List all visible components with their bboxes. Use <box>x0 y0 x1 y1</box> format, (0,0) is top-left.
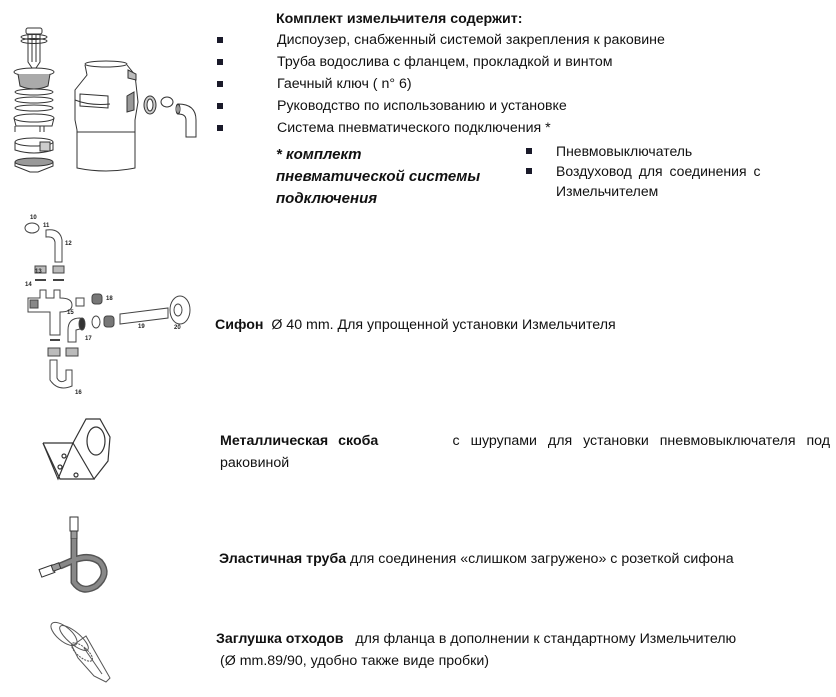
stopper-text <box>216 628 736 672</box>
bullet-icon <box>217 59 223 65</box>
part-label: 10 <box>30 215 37 221</box>
footnote-line: пневматической системы <box>276 168 481 185</box>
waste-stopper-icon <box>40 612 125 690</box>
part-label: 17 <box>85 336 92 342</box>
siphon-illustration <box>10 210 200 395</box>
kit-item: Труба водослива с фланцем, прокладкой и винтом <box>277 54 613 70</box>
hose-illustration <box>30 512 120 597</box>
bullet-icon <box>217 37 223 43</box>
kit-item: Система пневматического подключения * <box>277 120 551 136</box>
footnote-line: * комплект <box>276 146 362 163</box>
disposer-exploded-icon <box>0 20 215 190</box>
pneumatic-item: Пневмовыключатель <box>556 143 693 159</box>
hose-description: для соединения «слишком загружено» с розеткой сифона <box>350 551 734 567</box>
part-label: 13 <box>35 269 42 275</box>
part-label: 14 <box>25 282 32 288</box>
stopper-description: для фланца в дополнении к стандартному Измельчителю <box>355 631 737 647</box>
kit-item: Руководство по использованию и установке <box>277 98 567 114</box>
part-label: 15 <box>67 310 74 316</box>
kit-item: Гаечный ключ ( n° 6) <box>277 76 412 92</box>
footnote-line: подключения <box>276 190 378 207</box>
part-labels <box>25 215 181 396</box>
bracket-title: Металлическая скоба <box>220 433 379 449</box>
pneumatic-item: Измельчителем <box>556 183 659 199</box>
siphon-text <box>215 314 616 336</box>
pneumatic-kit-footnote <box>276 144 480 210</box>
part-label: 12 <box>65 241 72 247</box>
kit-heading: Комплект измельчителя содержит: <box>276 11 523 27</box>
part-label: 19 <box>138 324 145 330</box>
pneumatic-item: Воздуховод для соединения с <box>556 163 761 179</box>
bullet-icon <box>217 125 223 131</box>
part-label: 16 <box>75 390 82 396</box>
part-label: 11 <box>43 223 50 229</box>
bullet-icon <box>526 168 532 174</box>
hose-text <box>219 548 734 570</box>
metal-bracket-icon <box>38 413 118 483</box>
bracket-description: с шурупами для установки пневмовыключателя под <box>452 433 830 449</box>
bracket-text <box>220 430 830 474</box>
bracket-description-line2: раковиной <box>220 455 290 471</box>
stopper-description-line2: (Ø mm.89/90, удобно также виде пробки) <box>220 653 490 669</box>
bullet-icon <box>526 148 532 154</box>
part-label: 20 <box>174 325 181 331</box>
kit-item: Диспоузер, снабженный системой закрепления к раковине <box>277 32 665 48</box>
bullet-icon <box>217 103 223 109</box>
siphon-exploded-icon <box>10 210 200 395</box>
flexible-hose-icon <box>30 512 120 597</box>
disposer-kit-illustration <box>0 20 215 190</box>
stopper-title: Заглушка отходов <box>216 631 344 647</box>
hose-title: Эластичная труба <box>219 551 347 567</box>
bullet-icon <box>217 81 223 87</box>
siphon-description: Ø 40 mm. Для упрощенной установки Измельчителя <box>271 317 616 333</box>
part-label: 18 <box>106 296 113 302</box>
siphon-title: Сифон <box>215 317 264 333</box>
stopper-illustration <box>40 612 125 690</box>
bracket-illustration <box>38 413 118 483</box>
